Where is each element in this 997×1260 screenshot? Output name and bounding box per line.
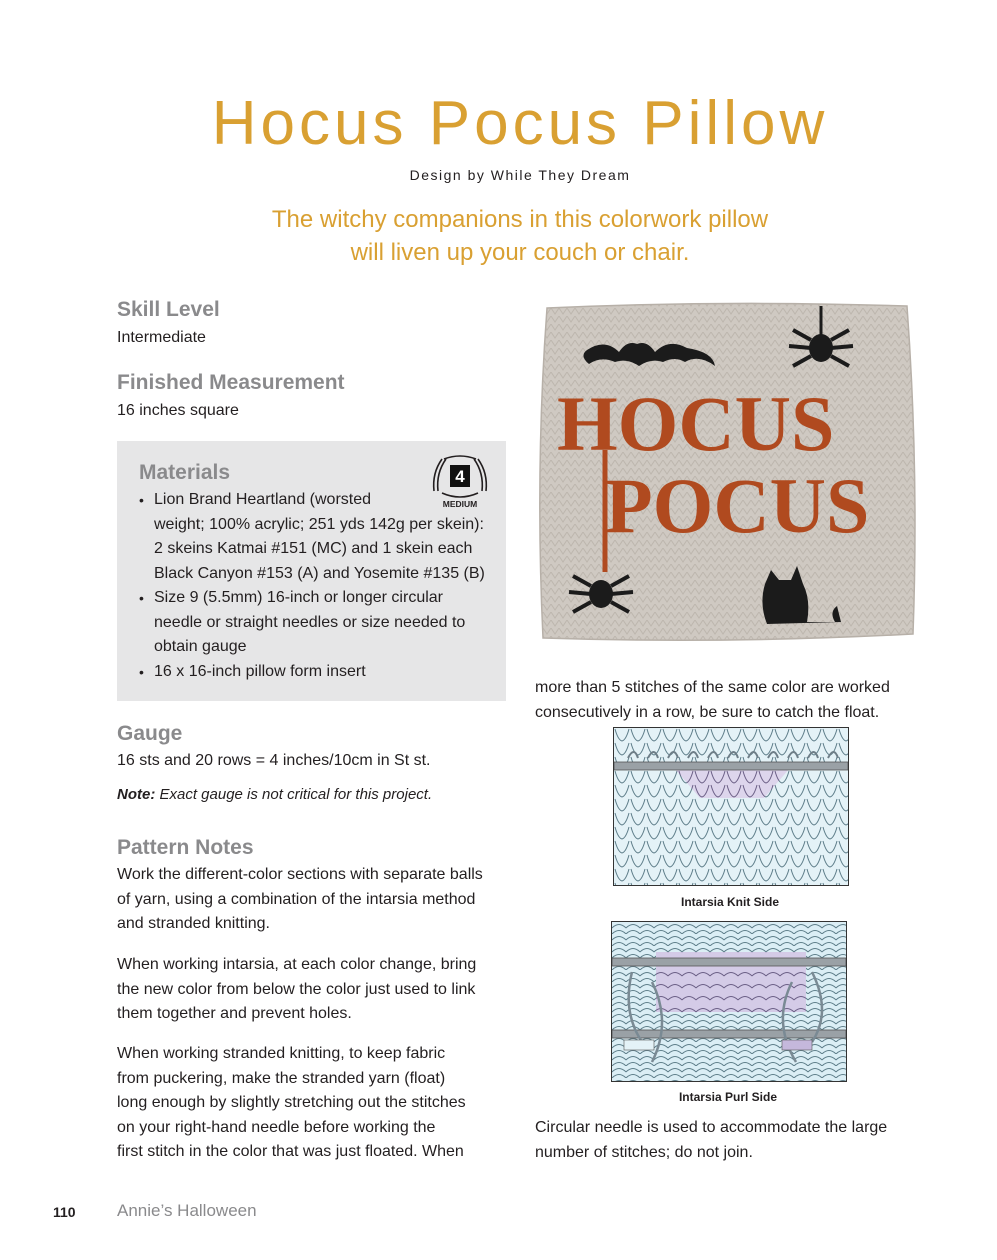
text-line: Circular needle is used to accommodate the large	[535, 1119, 888, 1136]
materials-box	[117, 441, 506, 701]
text-line: number of stitches; do not join.	[535, 1143, 753, 1161]
pillow-word: POCUS	[605, 462, 870, 549]
materials-line: 2 skeins Katmai #151 (MC) and 1 skein each	[154, 540, 473, 557]
circular-needle-note	[535, 1116, 935, 1165]
note-label: Note:	[117, 786, 156, 803]
measurement-value: 16 inches square	[117, 402, 239, 419]
materials-line: Lion Brand Heartland (worsted	[154, 491, 372, 508]
intro-line: will liven up your couch or chair.	[350, 239, 690, 266]
pattern-note-paragraph	[117, 863, 517, 937]
intro-line: The witchy companions in this colorwork pillow	[271, 206, 769, 233]
materials-line: needle or straight needles or size needed to	[154, 613, 466, 631]
yarn-weight-label: MEDIUM	[442, 499, 478, 509]
materials-item	[137, 586, 507, 660]
intarsia-purl-diagram	[611, 921, 847, 1082]
text-line: Work the different-color sections with separate balls	[117, 866, 483, 883]
materials-item	[137, 660, 507, 685]
gauge-heading: Gauge	[117, 722, 183, 745]
text-line: of yarn, using a combination of the intarsia method	[117, 890, 476, 908]
gauge-note	[117, 784, 432, 806]
text-line: consecutively in a row, be sure to catch the float.	[535, 703, 880, 721]
pillow-word: HOCUS	[557, 380, 835, 467]
skill-heading: Skill Level	[117, 298, 220, 321]
intarsia-knit-diagram	[613, 727, 849, 886]
text-line: on your right-hand needle before working the	[117, 1118, 436, 1136]
text-line: from puckering, make the stranded yarn (float)	[117, 1069, 446, 1087]
knit-stitch-illustration	[614, 728, 848, 885]
purl-stitch-illustration	[612, 922, 846, 1081]
yarn-weight-number: 4	[455, 467, 465, 486]
pattern-note-paragraph	[117, 1042, 517, 1165]
gauge-value: 16 sts and 20 rows = 4 inches/10cm in St st.	[117, 752, 431, 769]
pattern-note-continuation	[535, 676, 935, 725]
note-text: Exact gauge is not critical for this project.	[155, 786, 433, 803]
knit-side-caption: Intarsia Knit Side	[680, 895, 780, 909]
materials-heading: Materials	[139, 461, 231, 484]
intro-blurb	[0, 203, 997, 269]
text-line: more than 5 stitches of the same color are worked	[535, 679, 890, 696]
text-line: them together and prevent holes.	[117, 1005, 352, 1022]
materials-line: weight; 100% acrylic; 251 yds 142g per skein):	[154, 515, 484, 533]
materials-line: Size 9 (5.5mm) 16-inch or longer circular	[154, 589, 443, 606]
text-line: When working intarsia, at each color change, bring	[117, 956, 477, 973]
text-line: long enough by slightly stretching out the stitches	[117, 1094, 466, 1111]
book-title: Annie’s Halloween	[117, 1201, 257, 1220]
pillow-photo	[535, 300, 920, 645]
text-line: When working stranded knitting, to keep fabric	[117, 1045, 446, 1062]
pattern-note-paragraph	[117, 953, 517, 1027]
materials-line: obtain gauge	[154, 638, 247, 655]
materials-line: 16 x 16-inch pillow form insert	[154, 662, 366, 680]
designer-byline: Design by While They Dream	[409, 167, 631, 183]
purl-side-caption: Intarsia Purl Side	[678, 1090, 778, 1104]
pattern-notes-heading: Pattern Notes	[117, 836, 254, 859]
page-title: Hocus Pocus Pillow	[211, 89, 829, 158]
text-line: and stranded knitting.	[117, 915, 270, 932]
materials-list	[137, 488, 507, 684]
text-line: the new color from below the color just used to link	[117, 980, 476, 998]
materials-item	[137, 488, 507, 586]
materials-line: Black Canyon #153 (A) and Yosemite #135 (B)	[154, 564, 485, 582]
text-line: first stitch in the color that was just floated. When	[117, 1143, 464, 1160]
measurement-heading: Finished Measurement	[117, 371, 345, 394]
skill-value: Intermediate	[117, 329, 206, 346]
page-number: 110	[53, 1204, 76, 1220]
